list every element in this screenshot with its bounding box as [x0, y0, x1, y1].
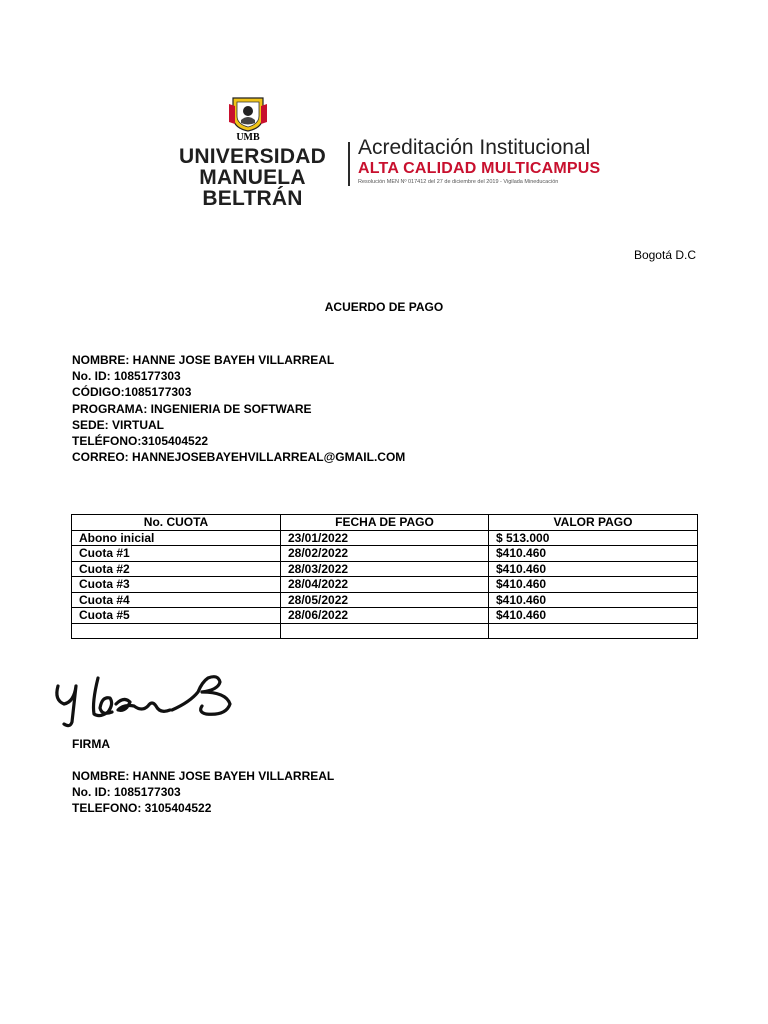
student-info — [72, 352, 405, 465]
student-program: PROGRAMA: INGENIERIA DE SOFTWARE — [72, 401, 312, 416]
cell-valor: $410.460 — [489, 546, 698, 562]
cell-valor: $410.460 — [489, 561, 698, 577]
table-row-empty — [72, 623, 698, 639]
student-id: No. ID: 1085177303 — [72, 369, 181, 384]
cell-valor: $410.460 — [489, 592, 698, 608]
student-email: CORREO: HANNEJOSEBAYEHVILLARREAL@GMAIL.COM — [72, 450, 406, 465]
cell-fecha: 23/01/2022 — [281, 530, 489, 546]
cell-valor: $410.460 — [489, 577, 698, 593]
document-place: Bogotá D.C — [633, 248, 696, 262]
student-phone: TELÉFONO:3105404522 — [72, 434, 209, 449]
logo-divider — [348, 142, 350, 186]
table-row — [72, 592, 698, 608]
cell-valor: $ 513.000 — [489, 530, 698, 546]
column-header-cuota: No. CUOTA — [72, 515, 281, 531]
document-title: ACUERDO DE PAGO — [324, 300, 444, 314]
signer-phone: TELEFONO: 3105404522 — [72, 801, 212, 816]
table-row — [72, 561, 698, 577]
table-row — [72, 608, 698, 624]
table-header-row — [72, 515, 698, 531]
accreditation-subtitle: ALTA CALIDAD MULTICAMPUS — [358, 160, 601, 177]
cell-cuota: Cuota #1 — [72, 546, 281, 562]
university-crest-icon — [227, 96, 269, 132]
student-name: NOMBRE: HANNE JOSE BAYEH VILLARREAL — [72, 353, 335, 367]
cell-cuota: Cuota #5 — [72, 608, 281, 624]
cell-fecha: 28/03/2022 — [281, 561, 489, 577]
cell-cuota: Cuota #3 — [72, 577, 281, 593]
cell-valor: $410.460 — [489, 608, 698, 624]
cell-valor — [489, 623, 698, 639]
crest-label: UMB — [236, 132, 260, 143]
cell-cuota: Cuota #4 — [72, 592, 281, 608]
cell-fecha — [281, 623, 489, 639]
cell-cuota: Abono inicial — [72, 530, 281, 546]
university-name-line1: UNIVERSIDAD — [179, 145, 326, 168]
signer-info — [72, 768, 334, 817]
handwritten-signature — [52, 652, 252, 732]
cell-fecha: 28/02/2022 — [281, 546, 489, 562]
student-code: CÓDIGO:1085177303 — [72, 385, 192, 400]
cell-cuota: Cuota #2 — [72, 561, 281, 577]
table-row — [72, 530, 698, 546]
column-header-fecha: FECHA DE PAGO — [281, 515, 489, 531]
column-header-valor: VALOR PAGO — [489, 515, 698, 531]
cell-fecha: 28/05/2022 — [281, 592, 489, 608]
university-logo-header — [155, 92, 605, 210]
signer-name: NOMBRE: HANNE JOSE BAYEH VILLARREAL — [72, 769, 335, 783]
signer-id: No. ID: 1085177303 — [72, 785, 181, 800]
accreditation-resolution: Resolución MEN Nº 017412 del 27 de diciembre del 2019 - Vigilada Mineducación — [358, 179, 559, 185]
university-name — [160, 146, 345, 209]
university-name-line2: MANUELA BELTRÁN — [199, 166, 306, 210]
accreditation-title: Acreditación Institucional — [358, 136, 591, 159]
cell-fecha: 28/06/2022 — [281, 608, 489, 624]
student-campus: SEDE: VIRTUAL — [72, 417, 165, 432]
cell-fecha: 28/04/2022 — [281, 577, 489, 593]
table-row — [72, 577, 698, 593]
payment-table — [71, 514, 698, 639]
signature-label: FIRMA — [72, 737, 110, 751]
cell-cuota — [72, 623, 281, 639]
table-row — [72, 546, 698, 562]
